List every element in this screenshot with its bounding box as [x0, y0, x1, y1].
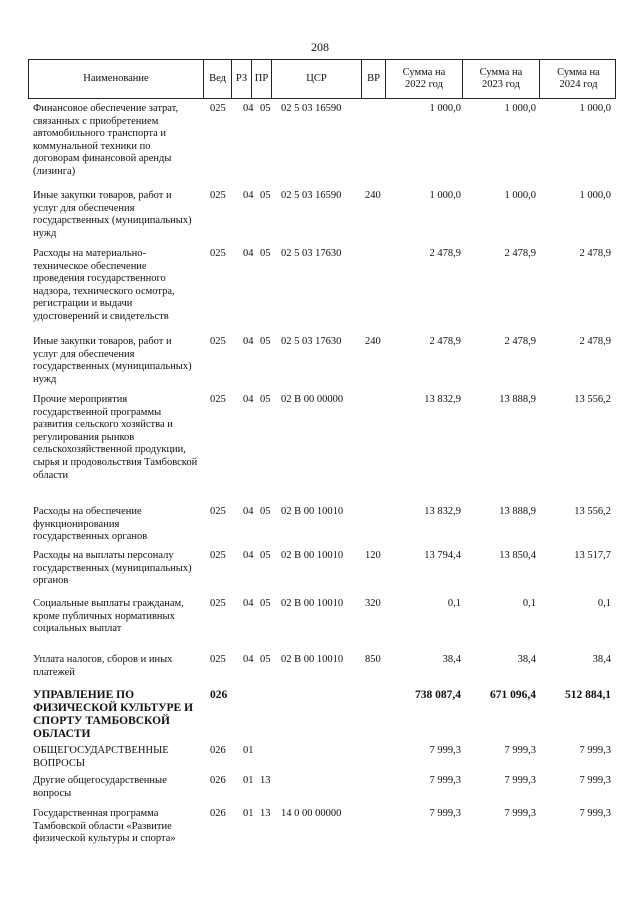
row-sum-2022: 2 478,9 [429, 248, 461, 259]
row-ved: 026 [210, 808, 226, 819]
row-name: Финансовое обеспечение затрат, связанных с приобретением автомобильного транспорта и коммунальной техники по договорам финансовой аренды (лизинга) [33, 103, 179, 177]
row-sum-2023: 1 000,0 [504, 103, 536, 114]
row-sum-2024: 7 999,3 [579, 808, 611, 819]
row-sum-2024: 0,1 [597, 598, 611, 609]
row-name: Расходы на обеспечение функционирования государственных органов [33, 506, 148, 543]
row-csr: 02 5 03 17630 [281, 248, 342, 259]
row-name: Иные закупки товаров, работ и услуг для обеспечения государственных (муниципальных) нужд [33, 190, 192, 239]
row-ved: 025 [210, 248, 226, 259]
row-sum-2023: 2 478,9 [504, 336, 536, 347]
header-sum-2023: Сумма на 2023 год [463, 60, 540, 98]
row-ved: 025 [210, 394, 226, 405]
row-ved: 026 [210, 745, 226, 756]
row-rz: 04 [243, 506, 254, 517]
row-pr: 05 [260, 550, 271, 561]
row-sum-2023: 38,4 [517, 654, 536, 665]
row-sum-2023: 671 096,4 [490, 689, 536, 701]
row-csr: 02 В 00 10010 [281, 506, 344, 517]
header-sum-2022: Сумма на 2022 год [386, 60, 463, 98]
row-sum-2024: 512 884,1 [565, 689, 611, 701]
row-sum-2022: 738 087,4 [415, 689, 461, 701]
row-vr: 120 [365, 550, 381, 561]
row-ved: 025 [210, 103, 226, 114]
table-header [28, 59, 616, 99]
row-pr: 05 [260, 598, 271, 609]
row-sum-2023: 13 888,9 [499, 506, 536, 517]
page-number: 208 [311, 40, 329, 54]
row-sum-2022: 7 999,3 [429, 775, 461, 786]
row-sum-2024: 7 999,3 [579, 775, 611, 786]
row-sum-2024: 1 000,0 [579, 190, 611, 201]
row-name: Социальные выплаты гражданам, кроме публичных нормативных социальных выплат [33, 598, 184, 635]
row-sum-2022: 7 999,3 [429, 808, 461, 819]
header-name: Наименование [29, 60, 204, 98]
row-rz: 01 [243, 775, 254, 786]
header-ved: Вед [204, 60, 232, 98]
row-name: Государственная программа Тамбовской области «Развитие физической культуры и спорта» [33, 808, 176, 845]
row-sum-2022: 38,4 [442, 654, 461, 665]
row-name: Иные закупки товаров, работ и услуг для обеспечения государственных (муниципальных) нужд [33, 336, 192, 385]
row-pr: 05 [260, 190, 271, 201]
row-csr: 02 В 00 00000 [281, 394, 344, 405]
row-sum-2024: 13 556,2 [574, 394, 611, 405]
row-rz: 01 [243, 808, 254, 819]
row-pr: 05 [260, 506, 271, 517]
header-sum-2024: Сумма на 2024 год [557, 67, 600, 90]
row-csr: 14 0 00 00000 [281, 808, 342, 819]
row-sum-2022: 2 478,9 [429, 336, 461, 347]
row-sum-2024: 13 517,7 [574, 550, 611, 561]
row-pr: 05 [260, 103, 271, 114]
row-pr: 05 [260, 654, 271, 665]
row-rz: 04 [243, 598, 254, 609]
row-ved: 025 [210, 336, 226, 347]
row-ved: 025 [210, 190, 226, 201]
row-name: Уплата налогов, сборов и иных платежей [33, 654, 173, 678]
row-pr: 13 [260, 808, 271, 819]
row-csr: 02 5 03 16590 [281, 103, 342, 114]
row-rz: 04 [243, 103, 254, 114]
header-csr: ЦСР [272, 60, 362, 98]
row-sum-2022: 13 832,9 [424, 506, 461, 517]
row-sum-2023: 7 999,3 [504, 808, 536, 819]
row-csr: 02 В 00 10010 [281, 598, 344, 609]
header-pr: ПР [252, 60, 272, 98]
row-rz: 04 [243, 190, 254, 201]
row-name: ОБЩЕГОСУДАРСТВЕННЫЕ ВОПРОСЫ [33, 745, 169, 769]
row-rz: 04 [243, 248, 254, 259]
row-csr: 02 В 00 10010 [281, 550, 344, 561]
row-ved: 025 [210, 506, 226, 517]
row-sum-2022: 13 794,4 [424, 550, 461, 561]
row-sum-2022: 7 999,3 [429, 745, 461, 756]
row-sum-2024: 2 478,9 [579, 336, 611, 347]
row-rz: 04 [243, 336, 254, 347]
row-vr: 240 [365, 190, 381, 201]
row-name: Другие общегосударственные вопросы [33, 775, 167, 799]
header-rz: РЗ [232, 60, 252, 98]
row-sum-2023: 7 999,3 [504, 775, 536, 786]
row-sum-2024: 13 556,2 [574, 506, 611, 517]
row-sum-2024: 7 999,3 [579, 745, 611, 756]
row-sum-2023: 7 999,3 [504, 745, 536, 756]
row-sum-2023: 1 000,0 [504, 190, 536, 201]
row-name: Расходы на материально-техническое обеспечение проведения государственного надзора, технического осмотра, регистрации и выдачи удостоверений и свидетельств [33, 248, 175, 322]
row-sum-2022: 13 832,9 [424, 394, 461, 405]
row-sum-2022: 0,1 [447, 598, 461, 609]
row-rz: 04 [243, 394, 254, 405]
row-name: Прочие мероприятия государственной программы развития сельского хозяйства и регулирования рынков сельскохозяйственной продукции, сырья и продовольствия Тамбовской области [33, 394, 198, 481]
row-csr: 02 5 03 17630 [281, 336, 342, 347]
row-sum-2022: 1 000,0 [429, 103, 461, 114]
row-name: Расходы на выплаты персоналу государственных (муниципальных) органов [33, 550, 192, 587]
row-name: УПРАВЛЕНИЕ ПО ФИЗИЧЕСКОЙ КУЛЬТУРЕ И СПОРТУ ТАМБОВСКОЙ ОБЛАСТИ [33, 689, 194, 740]
row-sum-2024: 38,4 [592, 654, 611, 665]
row-rz: 01 [243, 745, 254, 756]
row-vr: 240 [365, 336, 381, 347]
row-vr: 320 [365, 598, 381, 609]
row-csr: 02 В 00 10010 [281, 654, 344, 665]
row-pr: 05 [260, 336, 271, 347]
row-sum-2024: 2 478,9 [579, 248, 611, 259]
row-pr: 13 [260, 775, 271, 786]
row-sum-2022: 1 000,0 [429, 190, 461, 201]
row-pr: 05 [260, 248, 271, 259]
row-sum-2024: 1 000,0 [579, 103, 611, 114]
row-ved: 025 [210, 598, 226, 609]
row-ved: 026 [210, 775, 226, 786]
header-vr: ВР [362, 60, 386, 98]
row-rz: 04 [243, 654, 254, 665]
row-rz: 04 [243, 550, 254, 561]
row-pr: 05 [260, 394, 271, 405]
row-ved: 025 [210, 654, 226, 665]
row-sum-2023: 0,1 [522, 598, 536, 609]
row-ved: 026 [210, 689, 228, 701]
row-vr: 850 [365, 654, 381, 665]
row-ved: 025 [210, 550, 226, 561]
row-sum-2023: 2 478,9 [504, 248, 536, 259]
row-sum-2023: 13 888,9 [499, 394, 536, 405]
row-csr: 02 5 03 16590 [281, 190, 342, 201]
row-sum-2023: 13 850,4 [499, 550, 536, 561]
